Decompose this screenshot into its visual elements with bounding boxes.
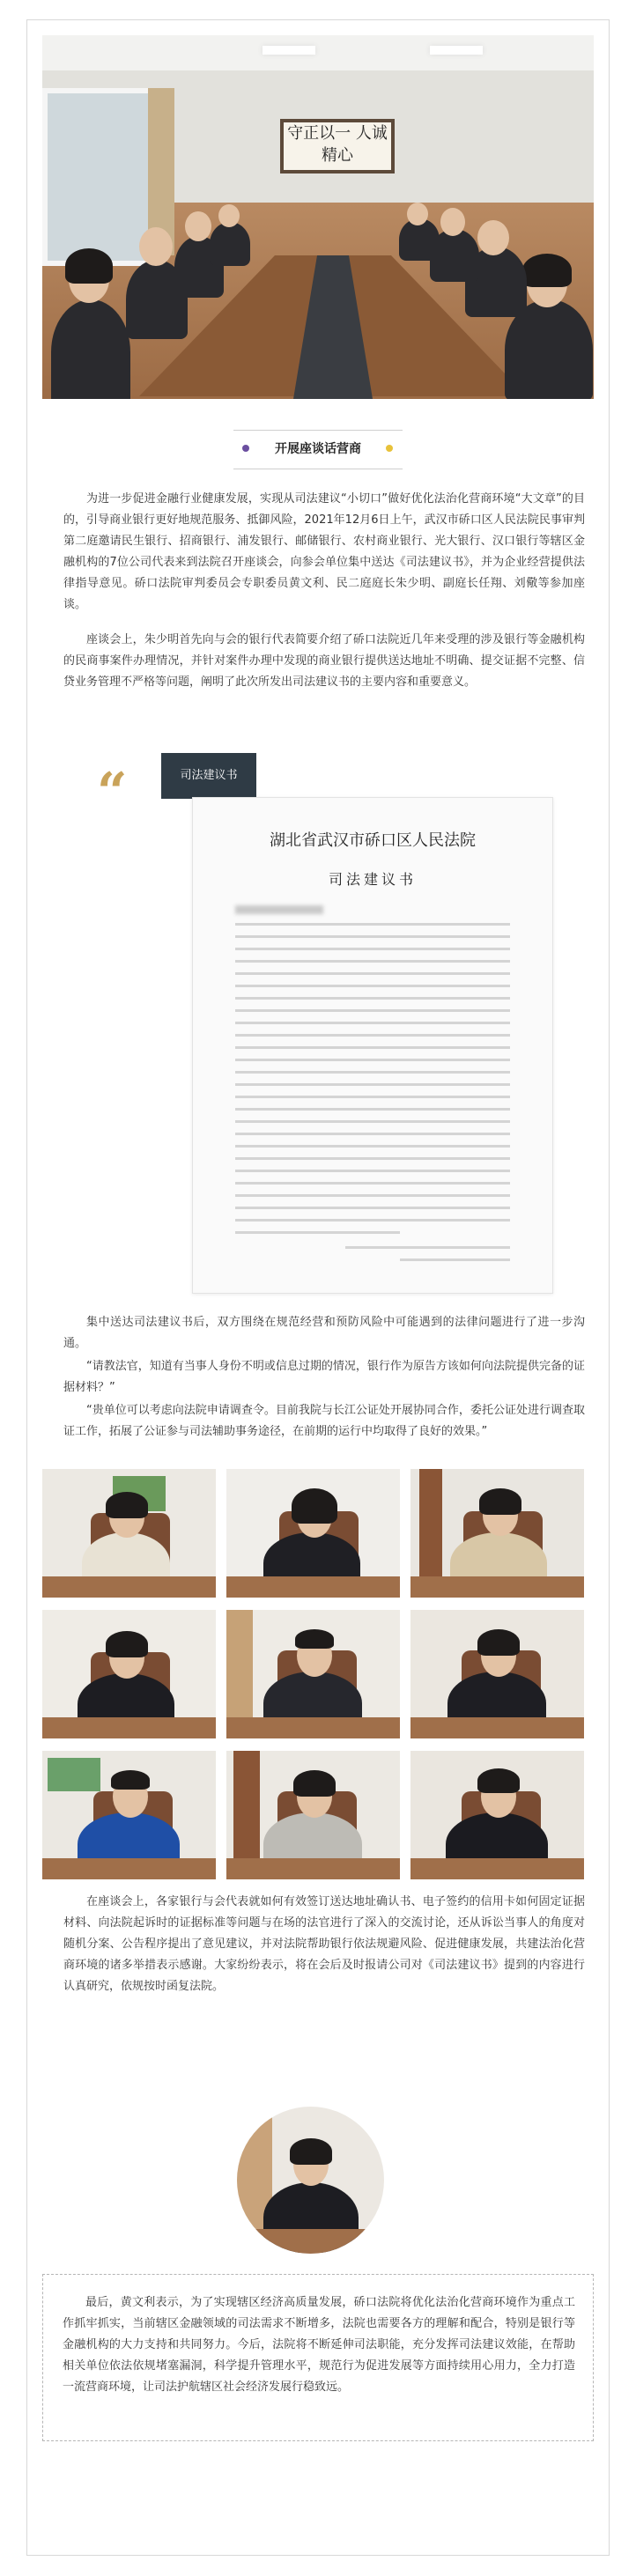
participant-photo <box>226 1469 400 1598</box>
yellow-dot-icon <box>386 445 393 452</box>
paragraph-briefing: 座谈会上，朱少明首先向与会的银行代表简要介绍了硚口法院近几年来受理的涉及银行等金融机构的民商事案件办理情况，并针对案件办理中发现的商业银行提供送达地址不明确、提交证据不完整、信贷业务管理不严格等问题，阐明了此次所发出司法建议书的主要内容和重要意义。 <box>63 633 585 689</box>
closing-remarks-box <box>42 2274 594 2441</box>
participant-photo <box>226 1610 400 1738</box>
redacted-recipient <box>235 905 323 914</box>
participant-photo <box>410 1469 584 1598</box>
section-title: 开展座谈话营商 <box>275 442 361 456</box>
paragraph-question: “请教法官，知道有当事人身份不明或信息过期的情况，银行作为原告方该如何向法院提供完备的证据材料？” <box>63 1360 585 1394</box>
document-title: 司法建议书 <box>328 871 417 888</box>
paragraph-discussion: 在座谈会上，各家银行与会代表就如何有效签订送达地址确认书、电子签约的信用卡如何固定证据材料、向法院起诉时的证据标准等问题与在场的法官进行了深入的交流讨论，还从诉讼当事人的角度对随机分案、公告程序提出了意见建议，并对法院帮助银行依法规避风险、促进健康发展，共建法治化营商环境的诸多举措表示感谢。大家纷纷表示，将在会后及时报请公司对《司法建议书》提到的内容进行认真研究，依规按时函复法院。 <box>63 1895 585 1993</box>
participant-photo <box>410 1751 584 1879</box>
calligraphy-scroll: 守正以一 人诚精心 <box>280 119 395 173</box>
participant-photo <box>410 1610 584 1738</box>
paragraph-exchange: 集中送达司法建议书后，双方围绕在规范经营和预防风险中可能遇到的法律问题进行了进一步沟通。 <box>63 1316 585 1350</box>
paragraph-intro: 为进一步促进金融行业健康发展，实现从司法建议“小切口”做好优化法治化营商环境“大文章”的目的，引导商业银行更好地规范服务、抵御风险，2021年12月6日上午，武汉市硚口区人民法院民事审判第二庭邀请民生银行、招商银行、浦发银行、邮储银行、农村商业银行、光大银行、汉口银行等辖区金融机构的7位公司代表来到法院召开座谈会，向参会单位集中送达《司法建议书》，并为企业经营提供法律指导意见。硚口法院审判委员会专职委员黄文利、民二庭庭长朱少明、副庭长任翔、刘儆等参加座谈。 <box>63 492 585 611</box>
paragraph-closing: 最后，黄文利表示，为了实现辖区经济高质量发展，硚口法院将优化法治化营商环境作为重点工作抓牢抓实，当前辖区金融领域的司法需求不断增多，法院也需要各方的理解和配合，特别是银行等金融机构的大力支持和共同努力。今后，法院将不断延伸司法职能，充分发挥司法建议效能，在帮助相关单位依法依规堵塞漏洞，科学提升管理水平，规范行为促进发展等方面持续用心用力，全力打造一流营商环境，让司法护航辖区社会经济发展行稳致远。 <box>63 2296 575 2394</box>
judicial-suggestion-tag: 司法建议书 <box>161 753 256 799</box>
participant-photo <box>42 1469 216 1598</box>
participant-photo <box>226 1751 400 1879</box>
section-divider-top <box>233 430 403 431</box>
participant-photo <box>42 1610 216 1738</box>
document-body-lines <box>235 923 510 1271</box>
document-court-name: 湖北省武汉市硚口区人民法院 <box>270 831 476 850</box>
paragraph-answer: “贵单位可以考虑向法院申请调查令。目前我院与长江公证处开展协同合作，委托公证处进行调查取证工作，拓展了公证参与司法辅助事务途径，在前期的运行中均取得了良好的效果。” <box>63 1404 585 1438</box>
judicial-suggestion-document <box>192 797 553 1294</box>
quote-mark-icon: “ <box>97 762 128 823</box>
hero-meeting-photo <box>42 35 594 399</box>
presiding-judge-portrait <box>237 2107 384 2254</box>
participant-photo <box>42 1751 216 1879</box>
